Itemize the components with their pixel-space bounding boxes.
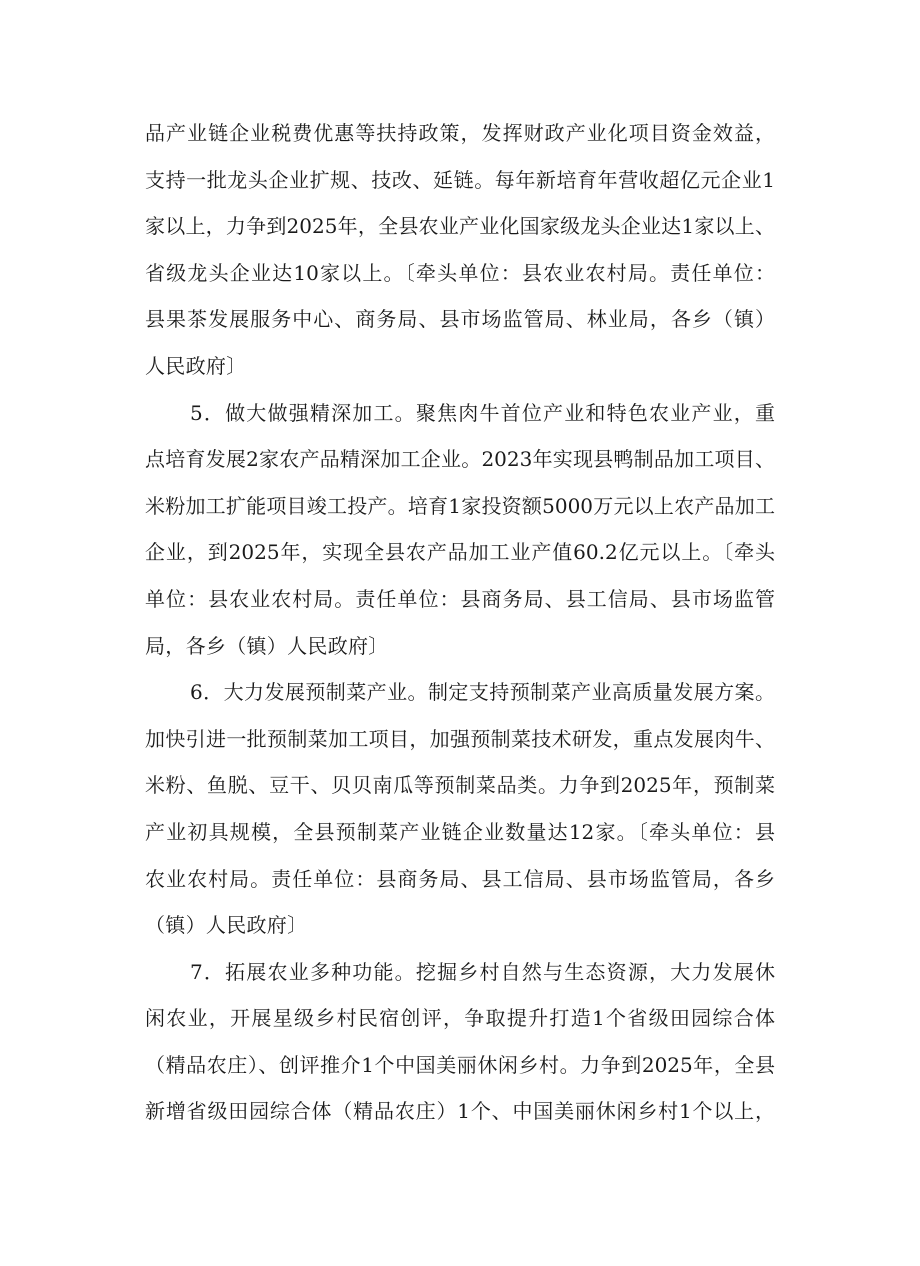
text-line: 家以上，力争到2025年，全县农业产业化国家级龙头企业达1家以上、 [145,214,775,239]
text-line: 点培育发展2家农产品精深加工企业。2023年实现县鸭制品加工项目、 [145,447,775,472]
document-body [145,110,775,1135]
text-line: 米粉加工扩能项目竣工投产。培育1家投资额5000万元以上农产品加工 [145,493,775,518]
text-line: 新增省级田园综合体（精品农庄）1个、中国美丽休闲乡村1个以上， [145,1099,775,1124]
text-line: （镇）人民政府〕 [145,913,308,938]
text-line: 省级龙头企业达10家以上。〔牵头单位：县农业农村局。责任单位： [145,260,775,285]
text-line: 单位：县农业农村局。责任单位：县商务局、县工信局、县市场监管 [145,586,775,611]
text-line: 加快引进一批预制菜加工项目，加强预制菜技术研发，重点发展肉牛、 [145,726,775,751]
paragraph-item-7 [145,949,775,1135]
text-line: 支持一批龙头企业扩规、技改、延链。每年新培育年营收超亿元企业1 [145,167,775,192]
text-line: 品产业链企业税费优惠等扶持政策，发挥财政产业化项目资金效益， [145,121,775,145]
text-line: 米粉、鱼脱、豆干、贝贝南瓜等预制菜品类。力争到2025年，预制菜 [145,773,775,798]
paragraph-item-6 [145,669,775,949]
paragraph-heading-line: 5．做大做强精深加工。聚焦肉牛首位产业和特色农业产业，重 [190,400,775,425]
text-line: 闲农业，开展星级乡村民宿创评，争取提升打造1个省级田园综合体 [145,1006,775,1031]
text-line: 人民政府〕 [145,353,247,378]
text-line: 农业农村局。责任单位：县商务局、县工信局、县市场监管局，各乡 [145,866,775,891]
paragraph-item-5 [145,390,775,670]
text-line: 产业初具规模，全县预制菜产业链企业数量达12家。〔牵头单位：县 [145,819,775,844]
text-line: 企业，到2025年，实现全县农产品加工业产值60.2亿元以上。〔牵头 [145,540,775,565]
text-line: 局，各乡（镇）人民政府〕 [145,633,389,658]
paragraph-continued [145,110,775,390]
text-line: 县果茶发展服务中心、商务局、县市场监管局、林业局，各乡（镇） [145,307,775,332]
paragraph-heading-line: 7．拓展农业多种功能。挖掘乡村自然与生态资源，大力发展休 [190,959,775,984]
text-line: （精品农庄）、创评推介1个中国美丽休闲乡村。力争到2025年，全县 [145,1052,775,1077]
paragraph-heading-line: 6．大力发展预制菜产业。制定支持预制菜产业高质量发展方案。 [190,680,775,705]
